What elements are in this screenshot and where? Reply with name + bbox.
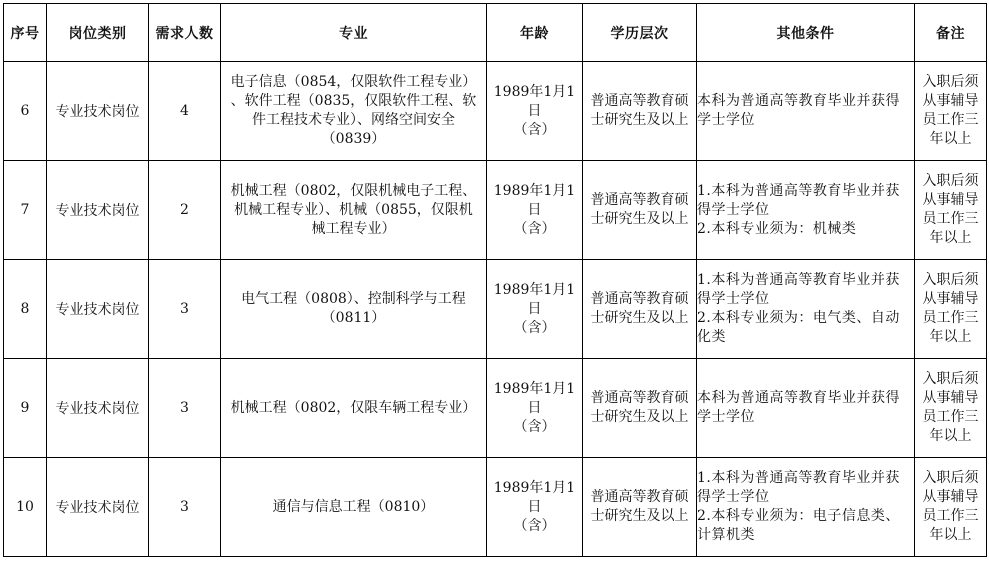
cell-other-line: 2.本科专业须为：电子信息类、 xyxy=(697,508,900,524)
cell-note-line: 员工作三 xyxy=(922,112,979,128)
cell-age-line: （含） xyxy=(513,517,556,534)
header-count: 需求人数 xyxy=(149,4,221,62)
cell-education-line: 普通高等教育硕 xyxy=(590,291,689,307)
cell-other-line: 得学士学位 xyxy=(697,201,770,218)
cell-other-line: 计算机类 xyxy=(697,527,755,543)
cell-other-line: 学士学位 xyxy=(697,409,755,425)
cell-major-line: （0811） xyxy=(321,310,386,326)
cell-education-line: 普通高等教育硕 xyxy=(590,192,689,208)
cell-other-line: 1.本科为普通高等教育毕业并获 xyxy=(697,272,900,288)
header-age: 年龄 xyxy=(487,4,583,62)
table-row xyxy=(4,359,987,458)
cell-note-line: 入职后须 xyxy=(922,371,979,387)
cell-education xyxy=(583,458,697,557)
cell-note-line: 员工作三 xyxy=(922,310,979,326)
cell-major-line: 电子信息（0854，仅限软件工程专业） xyxy=(230,74,477,90)
cell-other-line: 得学士学位 xyxy=(697,291,770,307)
cell-major-line: 、软件工程（0835，仅限软件工程、软 xyxy=(230,93,477,109)
cell-count: 3 xyxy=(149,260,221,359)
cell-other-line: 本科为普通高等教育毕业并获得 xyxy=(697,390,900,406)
table-row xyxy=(4,260,987,359)
cell-count: 3 xyxy=(149,458,221,557)
cell-education-line: 士研究生及以上 xyxy=(590,112,689,128)
cell-age xyxy=(487,161,583,260)
cell-age xyxy=(487,458,583,557)
cell-major-line: 通信与信息工程（0810） xyxy=(272,498,435,515)
cell-age-line: 1989年1月1日 xyxy=(493,182,576,218)
header-category: 岗位类别 xyxy=(47,4,149,62)
cell-age-line: （含） xyxy=(513,418,556,435)
cell-other-line: 本科为普通高等教育毕业并获得 xyxy=(697,93,900,109)
cell-other xyxy=(697,260,915,359)
cell-note-line: 年以上 xyxy=(929,131,972,147)
cell-category: 专业技术岗位 xyxy=(47,62,149,161)
cell-note-line: 入职后须 xyxy=(922,74,979,90)
cell-education xyxy=(583,359,697,458)
cell-note-line: 从事辅导 xyxy=(922,489,979,505)
cell-major xyxy=(221,62,487,161)
cell-major-line: 机械工程专业）、机械（0855，仅限机 xyxy=(234,201,473,218)
cell-note-line: 从事辅导 xyxy=(922,390,979,406)
cell-major xyxy=(221,359,487,458)
cell-age-line: （含） xyxy=(513,121,556,138)
cell-education xyxy=(583,161,697,260)
cell-education-line: 士研究生及以上 xyxy=(590,508,689,524)
cell-education-line: 普通高等教育硕 xyxy=(590,93,689,109)
cell-other-line: 1.本科为普通高等教育毕业并获 xyxy=(697,470,900,486)
cell-category: 专业技术岗位 xyxy=(47,458,149,557)
cell-major-line: （0839） xyxy=(321,131,386,147)
cell-major-line: 械工程专业） xyxy=(311,220,396,237)
cell-other xyxy=(697,458,915,557)
cell-note-line: 年以上 xyxy=(929,428,972,444)
cell-seq: 10 xyxy=(4,458,47,557)
cell-note-line: 年以上 xyxy=(929,329,972,345)
cell-age xyxy=(487,260,583,359)
cell-note xyxy=(915,458,987,557)
cell-seq: 9 xyxy=(4,359,47,458)
cell-note-line: 员工作三 xyxy=(922,508,979,524)
cell-age-line: 1989年1月1日 xyxy=(493,380,576,416)
cell-other-line: 化类 xyxy=(697,329,726,345)
cell-other-line: 2.本科专业须为：电气类、自动 xyxy=(697,310,900,326)
cell-note-line: 入职后须 xyxy=(922,173,979,189)
table-row xyxy=(4,62,987,161)
cell-count: 3 xyxy=(149,359,221,458)
cell-seq: 8 xyxy=(4,260,47,359)
header-education: 学历层次 xyxy=(583,4,697,62)
cell-note-line: 年以上 xyxy=(929,230,972,246)
cell-note-line: 员工作三 xyxy=(922,409,979,425)
cell-age-line: 1989年1月1日 xyxy=(493,83,576,119)
cell-education xyxy=(583,62,697,161)
cell-other xyxy=(697,161,915,260)
cell-other xyxy=(697,359,915,458)
cell-age xyxy=(487,359,583,458)
header-note: 备注 xyxy=(915,4,987,62)
cell-other-line: 1.本科为普通高等教育毕业并获 xyxy=(697,182,900,199)
cell-count: 2 xyxy=(149,161,221,260)
header-major: 专业 xyxy=(221,4,487,62)
cell-age-line: （含） xyxy=(513,319,556,336)
cell-note-line: 从事辅导 xyxy=(922,192,979,208)
header-seq: 序号 xyxy=(4,4,47,62)
header-row xyxy=(4,4,987,62)
cell-major xyxy=(221,458,487,557)
cell-major-line: 机械工程（0802，仅限机械电子工程、 xyxy=(230,182,477,199)
cell-major xyxy=(221,260,487,359)
cell-education-line: 普通高等教育硕 xyxy=(590,489,689,505)
cell-age-line: （含） xyxy=(513,220,556,237)
cell-count: 4 xyxy=(149,62,221,161)
cell-note xyxy=(915,62,987,161)
cell-other-line: 2.本科专业须为：机械类 xyxy=(697,220,857,237)
table-row xyxy=(4,161,987,260)
cell-category: 专业技术岗位 xyxy=(47,359,149,458)
cell-note xyxy=(915,161,987,260)
table-row xyxy=(4,458,987,557)
cell-major-line: 件工程技术专业）、网络空间安全 xyxy=(252,112,455,128)
cell-seq: 6 xyxy=(4,62,47,161)
cell-major-line: 电气工程（0808）、控制科学与工程 xyxy=(241,291,466,307)
cell-seq: 7 xyxy=(4,161,47,260)
cell-note-line: 入职后须 xyxy=(922,272,979,288)
cell-major-line: 机械工程（0802，仅限车辆工程专业） xyxy=(230,399,477,416)
cell-education-line: 士研究生及以上 xyxy=(590,310,689,326)
cell-age-line: 1989年1月1日 xyxy=(493,479,576,515)
cell-other xyxy=(697,62,915,161)
cell-other-line: 得学士学位 xyxy=(697,489,770,505)
cell-note xyxy=(915,359,987,458)
header-other: 其他条件 xyxy=(697,4,915,62)
cell-major xyxy=(221,161,487,260)
cell-note-line: 从事辅导 xyxy=(922,93,979,109)
cell-education-line: 普通高等教育硕 xyxy=(590,390,689,406)
cell-education xyxy=(583,260,697,359)
cell-age-line: 1989年1月1日 xyxy=(493,281,576,317)
cell-note-line: 年以上 xyxy=(929,527,972,543)
cell-other-line: 学士学位 xyxy=(697,112,755,128)
positions-table xyxy=(3,3,987,557)
cell-education-line: 士研究生及以上 xyxy=(590,211,689,227)
cell-education-line: 士研究生及以上 xyxy=(590,409,689,425)
cell-note-line: 员工作三 xyxy=(922,211,979,227)
cell-age xyxy=(487,62,583,161)
cell-note xyxy=(915,260,987,359)
cell-note-line: 从事辅导 xyxy=(922,291,979,307)
cell-category: 专业技术岗位 xyxy=(47,161,149,260)
cell-category: 专业技术岗位 xyxy=(47,260,149,359)
cell-note-line: 入职后须 xyxy=(922,470,979,486)
